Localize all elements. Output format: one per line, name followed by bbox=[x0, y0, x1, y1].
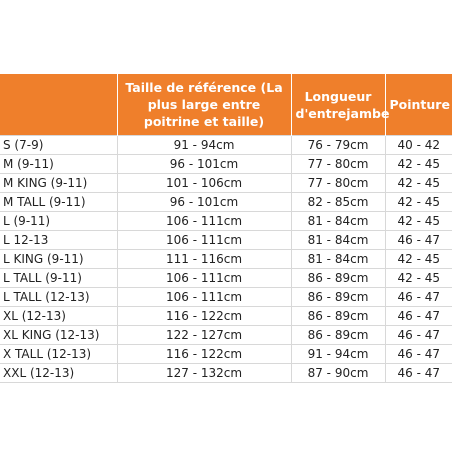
cell-size: L TALL (9-11) bbox=[0, 269, 117, 288]
cell-inseam: 87 - 90cm bbox=[291, 364, 385, 383]
table-row bbox=[0, 174, 452, 193]
table-row bbox=[0, 269, 452, 288]
cell-shoe-size: 42 - 45 bbox=[385, 250, 452, 269]
cell-reference: 127 - 132cm bbox=[117, 364, 291, 383]
header-inseam-length: Longueur d'entrejambe bbox=[291, 74, 385, 136]
table-row bbox=[0, 155, 452, 174]
header-row bbox=[0, 74, 452, 136]
cell-size: X TALL (12-13) bbox=[0, 345, 117, 364]
cell-inseam: 81 - 84cm bbox=[291, 212, 385, 231]
cell-size: L TALL (12-13) bbox=[0, 288, 117, 307]
table-row bbox=[0, 136, 452, 155]
table-row bbox=[0, 326, 452, 345]
cell-inseam: 86 - 89cm bbox=[291, 326, 385, 345]
table-body bbox=[0, 136, 452, 383]
cell-shoe-size: 42 - 45 bbox=[385, 174, 452, 193]
cell-shoe-size: 46 - 47 bbox=[385, 307, 452, 326]
cell-shoe-size: 42 - 45 bbox=[385, 212, 452, 231]
cell-reference: 122 - 127cm bbox=[117, 326, 291, 345]
cell-reference: 116 - 122cm bbox=[117, 345, 291, 364]
cell-reference: 91 - 94cm bbox=[117, 136, 291, 155]
cell-size: M TALL (9-11) bbox=[0, 193, 117, 212]
header-size bbox=[0, 74, 117, 136]
cell-reference: 106 - 111cm bbox=[117, 231, 291, 250]
cell-inseam: 91 - 94cm bbox=[291, 345, 385, 364]
cell-inseam: 77 - 80cm bbox=[291, 155, 385, 174]
size-chart-table bbox=[0, 74, 452, 383]
cell-size: L 12-13 bbox=[0, 231, 117, 250]
cell-shoe-size: 46 - 47 bbox=[385, 364, 452, 383]
cell-inseam: 82 - 85cm bbox=[291, 193, 385, 212]
table-row bbox=[0, 250, 452, 269]
table-row bbox=[0, 193, 452, 212]
cell-size: XL KING (12-13) bbox=[0, 326, 117, 345]
cell-size: S (7-9) bbox=[0, 136, 117, 155]
header-reference-size: Taille de référence (La plus large entre poitrine et taille) bbox=[117, 74, 291, 136]
cell-shoe-size: 42 - 45 bbox=[385, 155, 452, 174]
cell-inseam: 86 - 89cm bbox=[291, 307, 385, 326]
cell-reference: 111 - 116cm bbox=[117, 250, 291, 269]
cell-size: L KING (9-11) bbox=[0, 250, 117, 269]
cell-shoe-size: 46 - 47 bbox=[385, 345, 452, 364]
cell-inseam: 77 - 80cm bbox=[291, 174, 385, 193]
cell-size: XL (12-13) bbox=[0, 307, 117, 326]
table-header bbox=[0, 74, 452, 136]
table-row bbox=[0, 345, 452, 364]
cell-inseam: 81 - 84cm bbox=[291, 250, 385, 269]
cell-reference: 106 - 111cm bbox=[117, 269, 291, 288]
table-row bbox=[0, 288, 452, 307]
cell-reference: 106 - 111cm bbox=[117, 288, 291, 307]
cell-shoe-size: 42 - 45 bbox=[385, 269, 452, 288]
cell-shoe-size: 46 - 47 bbox=[385, 231, 452, 250]
table-row bbox=[0, 364, 452, 383]
cell-inseam: 81 - 84cm bbox=[291, 231, 385, 250]
cell-shoe-size: 42 - 45 bbox=[385, 193, 452, 212]
cell-reference: 106 - 111cm bbox=[117, 212, 291, 231]
cell-inseam: 86 - 89cm bbox=[291, 269, 385, 288]
cell-size: L (9-11) bbox=[0, 212, 117, 231]
cell-reference: 96 - 101cm bbox=[117, 155, 291, 174]
cell-reference: 96 - 101cm bbox=[117, 193, 291, 212]
table-row bbox=[0, 307, 452, 326]
cell-reference: 116 - 122cm bbox=[117, 307, 291, 326]
cell-inseam: 86 - 89cm bbox=[291, 288, 385, 307]
cell-size: M (9-11) bbox=[0, 155, 117, 174]
cell-shoe-size: 46 - 47 bbox=[385, 288, 452, 307]
cell-size: XXL (12-13) bbox=[0, 364, 117, 383]
cell-inseam: 76 - 79cm bbox=[291, 136, 385, 155]
cell-shoe-size: 40 - 42 bbox=[385, 136, 452, 155]
cell-size: M KING (9-11) bbox=[0, 174, 117, 193]
cell-shoe-size: 46 - 47 bbox=[385, 326, 452, 345]
header-shoe-size: Pointure bbox=[385, 74, 452, 136]
table-row bbox=[0, 212, 452, 231]
table-row bbox=[0, 231, 452, 250]
cell-reference: 101 - 106cm bbox=[117, 174, 291, 193]
